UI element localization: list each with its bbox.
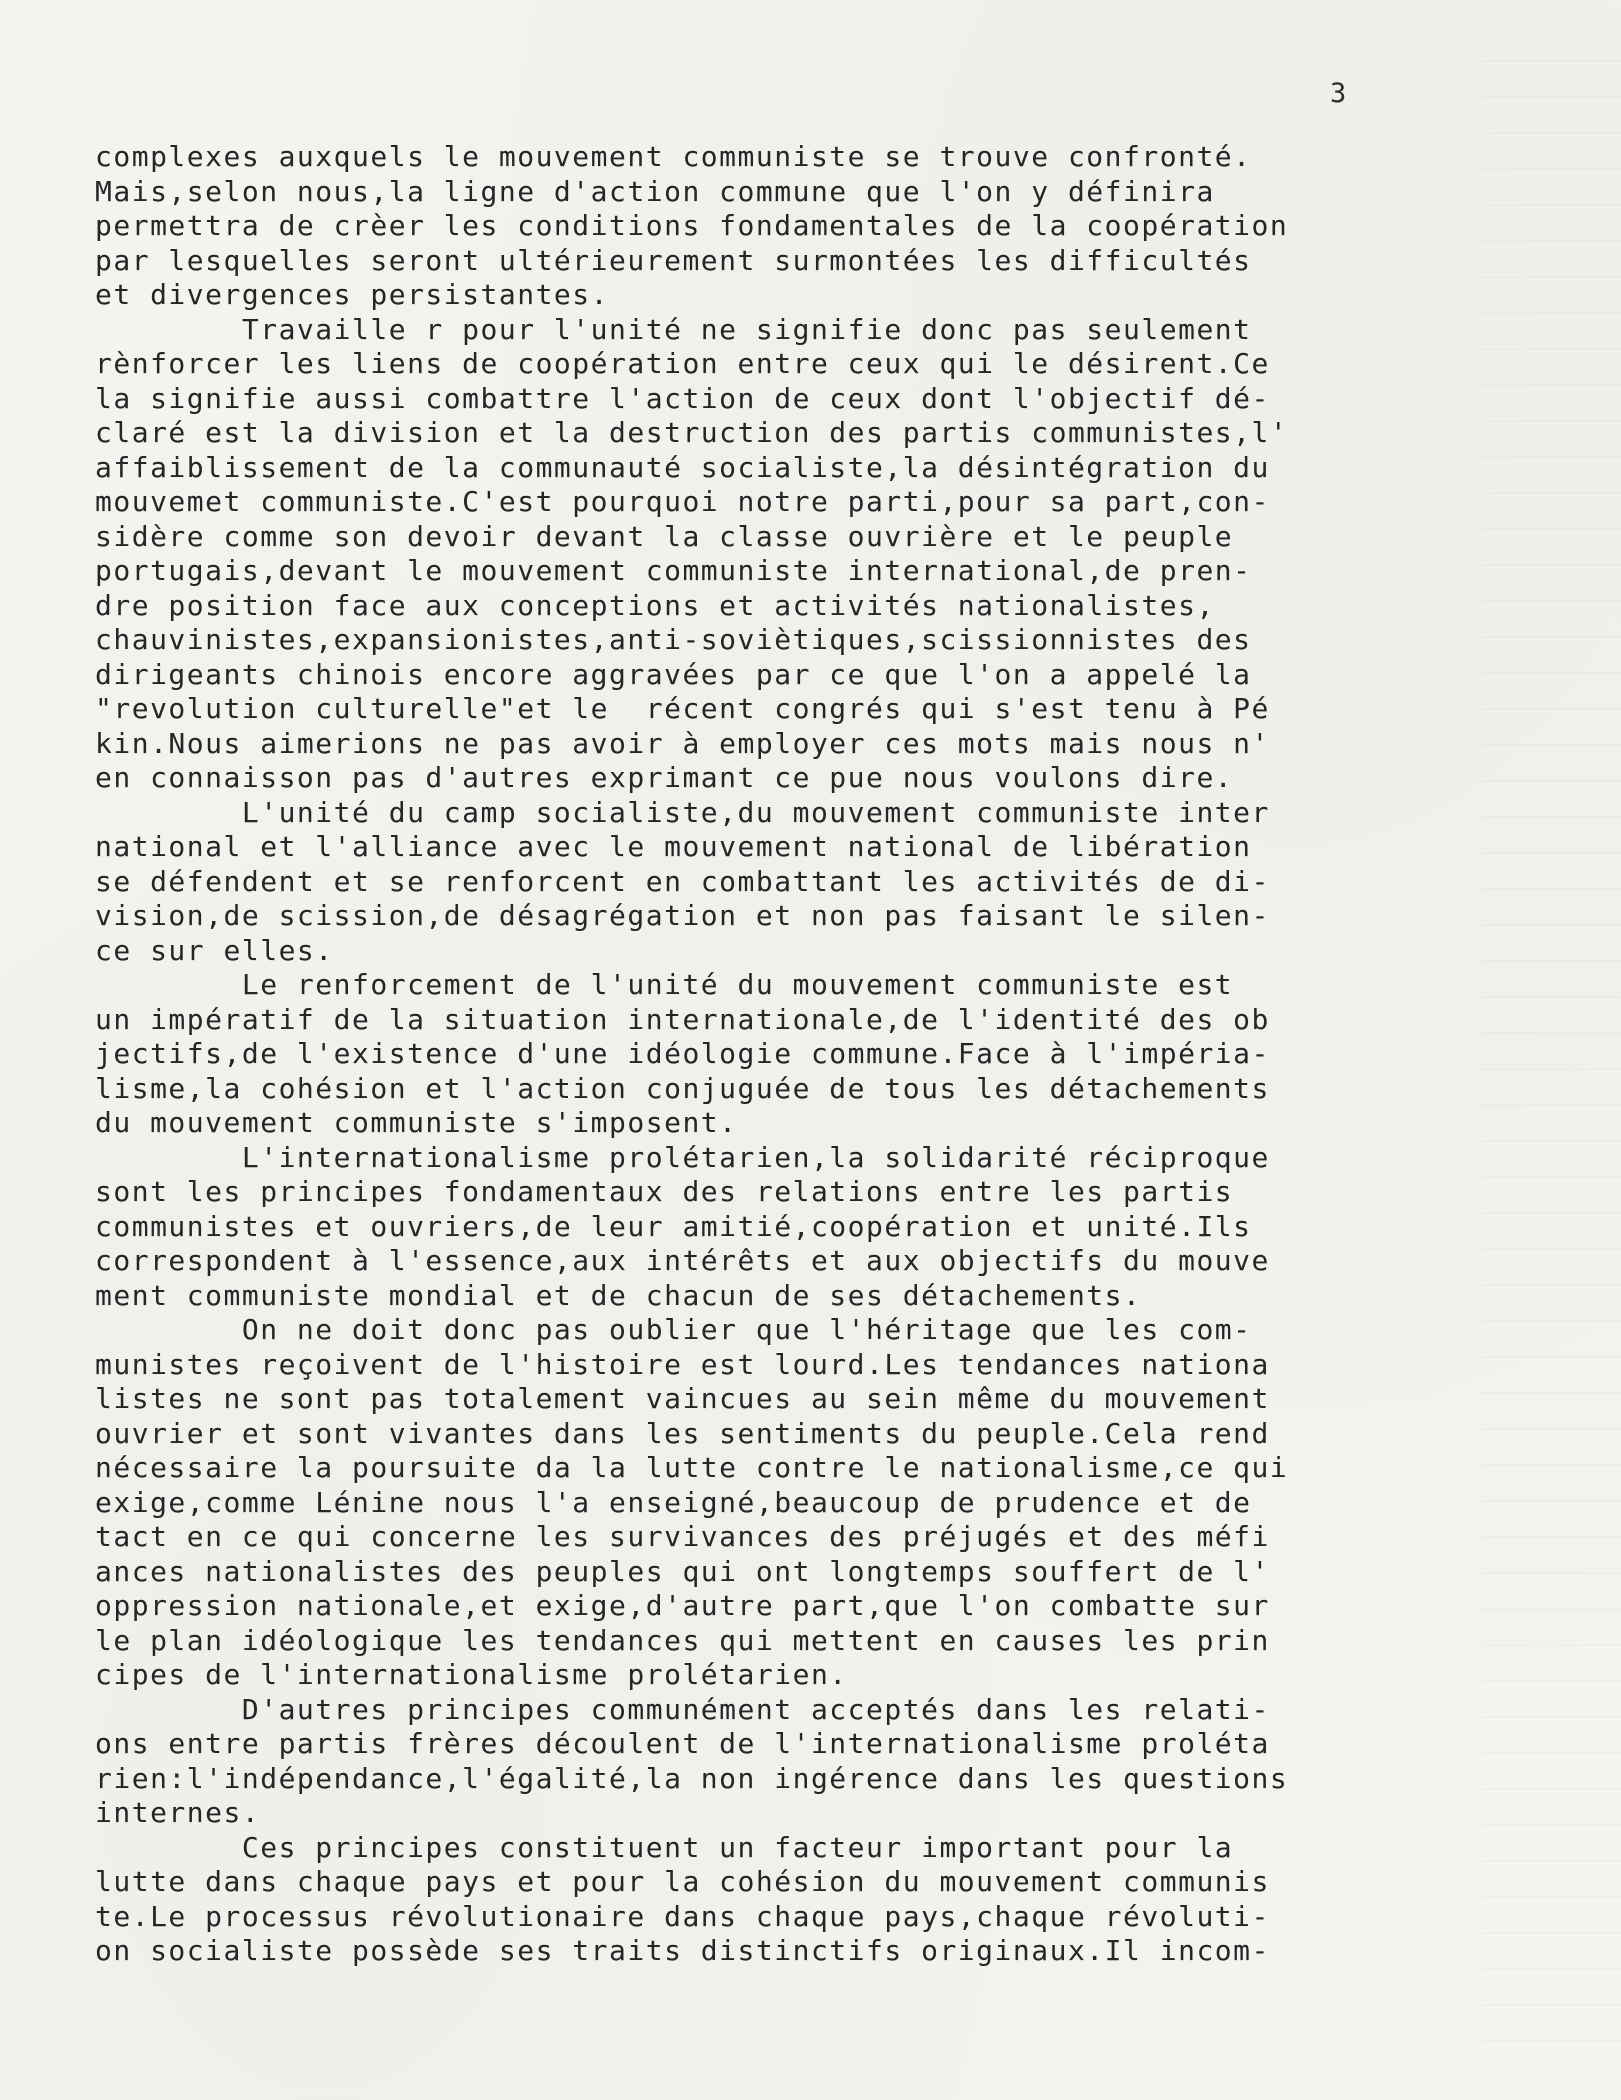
text-line: un impératif de la situation internationale,de l'identité des ob (95, 1002, 1270, 1036)
text-line: ouvrier et sont vivantes dans les sentiments du peuple.Cela rend (95, 1416, 1270, 1450)
text-line: exige,comme Lénine nous l'a enseigné,beaucoup de prudence et de (95, 1485, 1252, 1519)
text-line: ances nationalistes des peuples qui ont longtemps souffert de l' (95, 1554, 1270, 1588)
text-line: rènforcer les liens de coopération entre ceux qui le désirent.Ce (95, 347, 1270, 380)
text-line: jectifs,de l'existence d'une idéologie commune.Face à l'impéria- (95, 1037, 1270, 1070)
text-line: Travaille r pour l'unité ne signifie donc pas seulement (95, 312, 1252, 346)
text-line: correspondent à l'essence,aux intérêts et aux objectifs du mouve (95, 1244, 1270, 1277)
text-line: lutte dans chaque pays et pour la cohésion du mouvement communis (95, 1865, 1270, 1898)
text-line: ce sur elles. (95, 933, 334, 967)
text-line: chauvinistes,expansionistes,anti-soviètiques,scissionnistes des (95, 623, 1252, 656)
typewritten-body-text (95, 140, 1475, 1969)
text-line: L'unité du camp socialiste,du mouvement communiste inter (95, 795, 1270, 829)
text-line: oppression nationale,et exige,d'autre part,que l'on combatte sur (95, 1589, 1270, 1622)
text-line: internes. (95, 1796, 261, 1829)
text-line: en connaisson pas d'autres exprimant ce pue nous voulons dire. (95, 761, 1234, 794)
text-line: D'autres principes communément acceptés dans les relati- (95, 1692, 1270, 1726)
text-line: listes ne sont pas totalement vaincues au sein même du mouvement (95, 1382, 1270, 1415)
text-line: communistes et ouvriers,de leur amitié,coopération et unité.Ils (95, 1209, 1252, 1243)
text-line: Le renforcement de l'unité du mouvement communiste est (95, 968, 1234, 1001)
text-line: du mouvement communiste s'imposent. (95, 1106, 738, 1139)
text-line: ons entre partis frères découlent de l'internationalisme proléta (95, 1727, 1270, 1760)
text-line: Mais,selon nous,la ligne d'action commune que l'on y définira (95, 174, 1215, 208)
text-line: complexes auxquels le mouvement communiste se trouve confronté. (95, 140, 1252, 173)
reverse-side-bleed-through (1481, 60, 1621, 2060)
text-line: permettra de crèer les conditions fondamentales de la coopération (95, 209, 1289, 242)
text-line: ment communiste mondial et de chacun de ses détachements. (95, 1278, 1142, 1312)
text-line: national et l'alliance avec le mouvement national de libération (95, 830, 1252, 863)
text-line: cipes de l'internationalisme prolétarien. (95, 1658, 848, 1691)
text-line: kin.Nous aimerions ne pas avoir à employer ces mots mais nous n' (95, 726, 1270, 760)
text-line: par lesquelles seront ultérieurement surmontées les difficultés (95, 243, 1252, 277)
text-line: affaiblissement de la communauté socialiste,la désintégration du (95, 450, 1270, 484)
text-line: nécessaire la poursuite da la lutte contre le nationalisme,ce qui (95, 1451, 1289, 1484)
page-number: 3 (1330, 78, 1347, 109)
text-line: On ne doit donc pas oublier que l'héritage que les com- (95, 1313, 1252, 1346)
text-line: et divergences persistantes. (95, 278, 610, 311)
text-line: dirigeants chinois encore aggravées par ce que l'on a appelé la (95, 657, 1252, 691)
text-line: te.Le processus révolutionaire dans chaque pays,chaque révoluti- (95, 1899, 1270, 1933)
text-line: le plan idéologique les tendances qui mettent en causes les prin (95, 1623, 1270, 1657)
text-line: on socialiste possède ses traits distinctifs originaux.Il incom- (95, 1934, 1270, 1967)
text-line: mouvemet communiste.C'est pourquoi notre parti,pour sa part,con- (95, 485, 1270, 518)
text-line: "revolution culturelle"et le récent congrés qui s'est tenu à Pé (95, 692, 1270, 725)
text-line: la signifie aussi combattre l'action de ceux dont l'objectif dé- (95, 381, 1270, 415)
text-line: dre position face aux conceptions et activités nationalistes, (95, 588, 1215, 622)
text-line: tact en ce qui concerne les survivances des préjugés et des méfi (95, 1520, 1270, 1553)
text-line: lisme,la cohésion et l'action conjuguée de tous les détachements (95, 1071, 1270, 1105)
text-line: L'internationalisme prolétarien,la solidarité réciproque (95, 1140, 1270, 1174)
text-line: sont les principes fondamentaux des relations entre les partis (95, 1175, 1234, 1208)
text-line: sidère comme son devoir devant la classe ouvrière et le peuple (95, 519, 1234, 553)
text-line: munistes reçoivent de l'histoire est lourd.Les tendances nationa (95, 1347, 1270, 1381)
text-line: rien:l'indépendance,l'égalité,la non ingérence dans les questions (95, 1761, 1289, 1795)
text-line: se défendent et se renforcent en combattant les activités de di- (95, 864, 1270, 898)
text-line: claré est la division et la destruction des partis communistes,l' (95, 416, 1289, 449)
text-line: vision,de scission,de désagrégation et non pas faisant le silen- (95, 899, 1270, 932)
text-line: portugais,devant le mouvement communiste international,de pren- (95, 554, 1252, 587)
text-line: Ces principes constituent un facteur important pour la (95, 1830, 1234, 1864)
